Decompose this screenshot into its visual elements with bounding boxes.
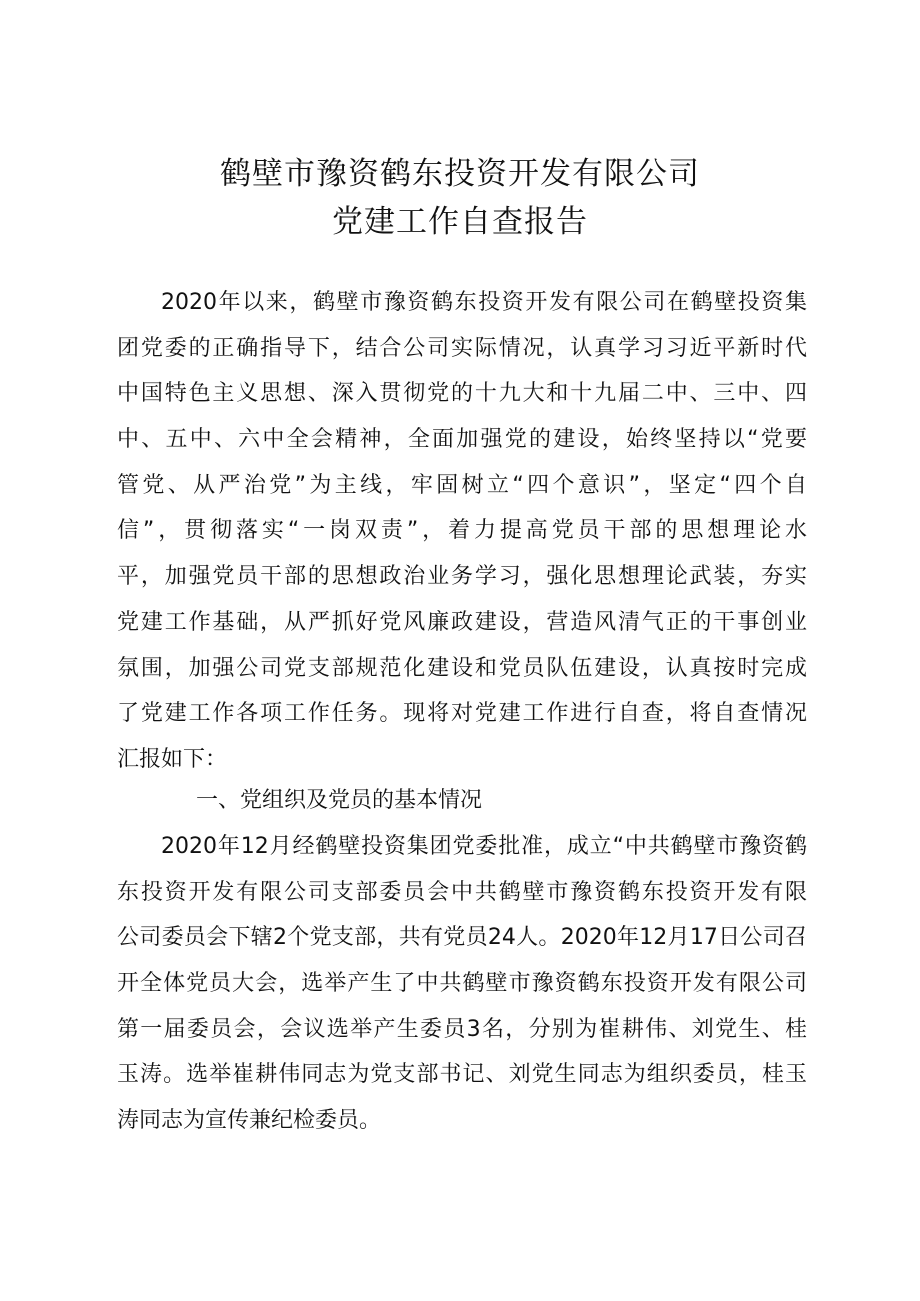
paragraph-line: 了党建工作各项工作任务。现将对党建工作进行自查，将自查情况: [117, 701, 807, 727]
paragraph-line: 汇报如下：: [117, 746, 228, 772]
paragraph-line: 中国特色主义思想、深入贯彻党的十九大和十九届二中、三中、四: [117, 381, 807, 407]
paragraph-line: 中、五中、六中全会精神，全面加强党的建设，始终坚持以“党要: [117, 427, 807, 453]
paragraph-line: 2020年以来，鹤壁市豫资鹤东投资开发有限公司在鹤壁投资集: [161, 290, 807, 315]
paragraph-line: 管党、从严治党”为主线，牢固树立“四个意识”，坚定“四个自: [117, 472, 807, 498]
section-heading: 一、党组织及党员的基本情况: [196, 788, 483, 813]
paragraph-line: 第一届委员会，会议选举产生委员3名，分别为崔耕伟、刘党生、桂: [117, 1016, 807, 1042]
intro-paragraph: [117, 280, 807, 783]
section1-paragraph: [117, 824, 807, 1144]
paragraph-line: 东投资开发有限公司支部委员会中共鹤壁市豫资鹤东投资开发有限: [117, 879, 807, 905]
paragraph-line: 信”，贯彻落实“一岗双责”，着力提高党员干部的思想理论水: [117, 518, 807, 544]
paragraph-line: 氛围，加强公司党支部规范化建设和党员队伍建设，认真按时完成: [117, 655, 807, 681]
title-line-1: 鹤壁市豫资鹤东投资开发有限公司: [220, 156, 700, 192]
paragraph-line: 涛同志为宣传兼纪检委员。: [117, 1108, 382, 1134]
title-line-2: 党建工作自查报告: [332, 204, 588, 240]
paragraph-line: 2020年12月经鹤壁投资集团党委批准，成立“中共鹤壁市豫资鹤: [161, 834, 807, 859]
paragraph-line: 团党委的正确指导下，结合公司实际情况，认真学习习近平新时代: [117, 335, 807, 361]
document-title: [0, 150, 920, 246]
paragraph-line: 公司委员会下辖2个党支部，共有党员24人。2020年12月17日公司召: [117, 925, 807, 951]
paragraph-line: 玉涛。选举崔耕伟同志为党支部书记、刘党生同志为组织委员，桂玉: [117, 1062, 807, 1088]
paragraph-line: 党建工作基础，从严抓好党风廉政建设，营造风清气正的干事创业: [117, 609, 807, 635]
paragraph-line: 开全体党员大会，选举产生了中共鹤壁市豫资鹤东投资开发有限公司: [117, 971, 807, 997]
paragraph-line: 平，加强党员干部的思想政治业务学习，强化思想理论武装，夯实: [117, 564, 807, 590]
